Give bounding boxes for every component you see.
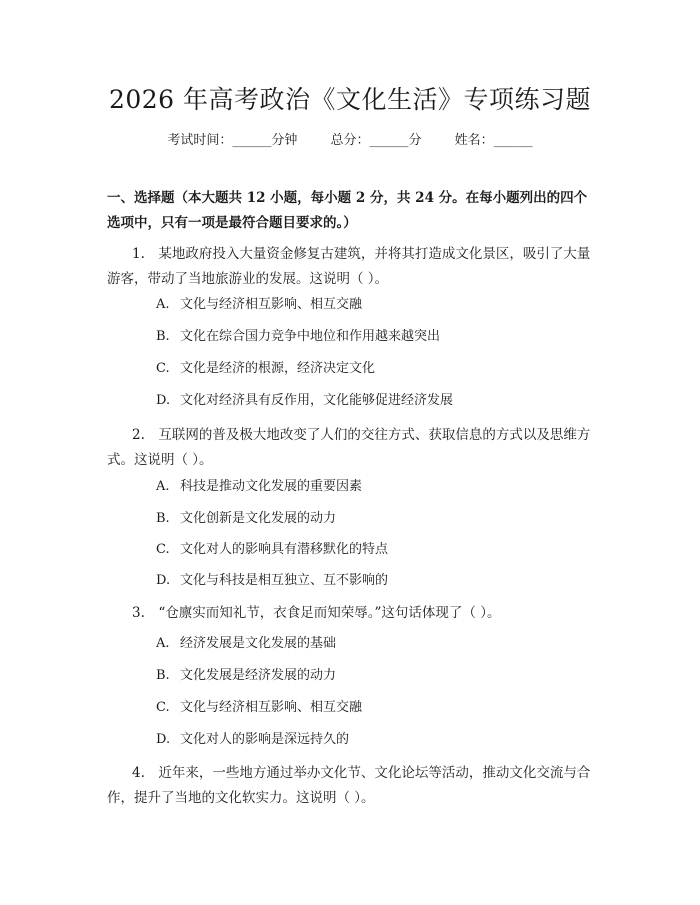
option-item	[156, 477, 362, 497]
option-letter: D.	[156, 393, 171, 408]
question-stem: 2. 互联网的普及极大地改变了人们的交往方式、获取信息的方式以及思维方式。这说明（ ）。	[107, 427, 591, 468]
option-text: 文化在综合国力竞争中地位和作用越来越突出	[180, 329, 441, 344]
option-letter: B.	[156, 329, 170, 344]
option-text: 文化与经济相互影响、相互交融	[180, 700, 363, 715]
option-letter: C.	[156, 700, 170, 715]
option-item	[156, 666, 336, 686]
option-item	[156, 730, 349, 750]
question-stem: 1. 某地政府投入大量资金修复古建筑，并将其打造成文化景区，吸引了大量游客，带动了当地旅游业的发展。这说明（ ）。	[107, 246, 591, 287]
option-item	[156, 391, 453, 411]
option-letter: B.	[156, 511, 170, 526]
time-unit: 分钟	[271, 133, 298, 148]
option-letter: C.	[156, 361, 170, 376]
option-item	[156, 327, 440, 347]
option-text: 文化是经济的根源，经济决定文化	[180, 361, 376, 376]
option-item	[156, 634, 336, 654]
option-text: 文化发展是经济发展的动力	[180, 668, 337, 683]
option-letter: A.	[156, 636, 170, 651]
option-item	[156, 359, 375, 379]
option-letter: A.	[156, 297, 170, 312]
score-unit: 分	[408, 133, 422, 148]
option-text: 科技是推动文化发展的重要因素	[180, 479, 363, 494]
page-title: 2026 年高考政治《文化生活》专项练习题	[108, 85, 592, 114]
question-stem: 3. “仓廪实而知礼节，衣食足而知荣辱。”这句话体现了（ ）。	[132, 605, 501, 621]
section-header: 一、选择题（本大题共 12 小题，每小题 2 分，共 24 分。在每小题列出的四个选项中，只有一项是最符合题目要求的。）	[107, 190, 588, 231]
option-item	[156, 698, 362, 718]
option-text: 文化创新是文化发展的动力	[180, 511, 337, 526]
option-letter: C.	[156, 542, 170, 557]
name-label: 姓名：	[454, 133, 494, 148]
time-blank: ______	[232, 133, 272, 148]
option-text: 文化对人的影响是深远持久的	[180, 732, 350, 747]
option-letter: A.	[156, 479, 170, 494]
option-text: 文化与科技是相互独立、互不影响的	[180, 573, 389, 588]
option-letter: D.	[156, 573, 171, 588]
option-item	[156, 295, 362, 315]
exam-info-line	[0, 131, 700, 151]
option-text: 文化对人的影响具有潜移默化的特点	[180, 542, 389, 557]
option-text: 经济发展是文化发展的基础	[180, 636, 337, 651]
score-blank: ______	[369, 133, 409, 148]
name-blank: ______	[493, 133, 533, 148]
time-label: 考试时间：	[167, 133, 233, 148]
option-text: 文化与经济相互影响、相互交融	[180, 297, 363, 312]
option-text: 文化对经济具有反作用，文化能够促进经济发展	[180, 393, 454, 408]
option-item	[156, 540, 388, 560]
question-stem: 4. 近年来，一些地方通过举办文化节、文化论坛等活动，推动文化交流与合作，提升了当地的文化软实力。这说明（ ）。	[107, 765, 591, 806]
option-item	[156, 509, 336, 529]
option-letter: B.	[156, 668, 170, 683]
option-item	[156, 571, 388, 591]
score-label: 总分：	[330, 133, 370, 148]
option-letter: D.	[156, 732, 171, 747]
